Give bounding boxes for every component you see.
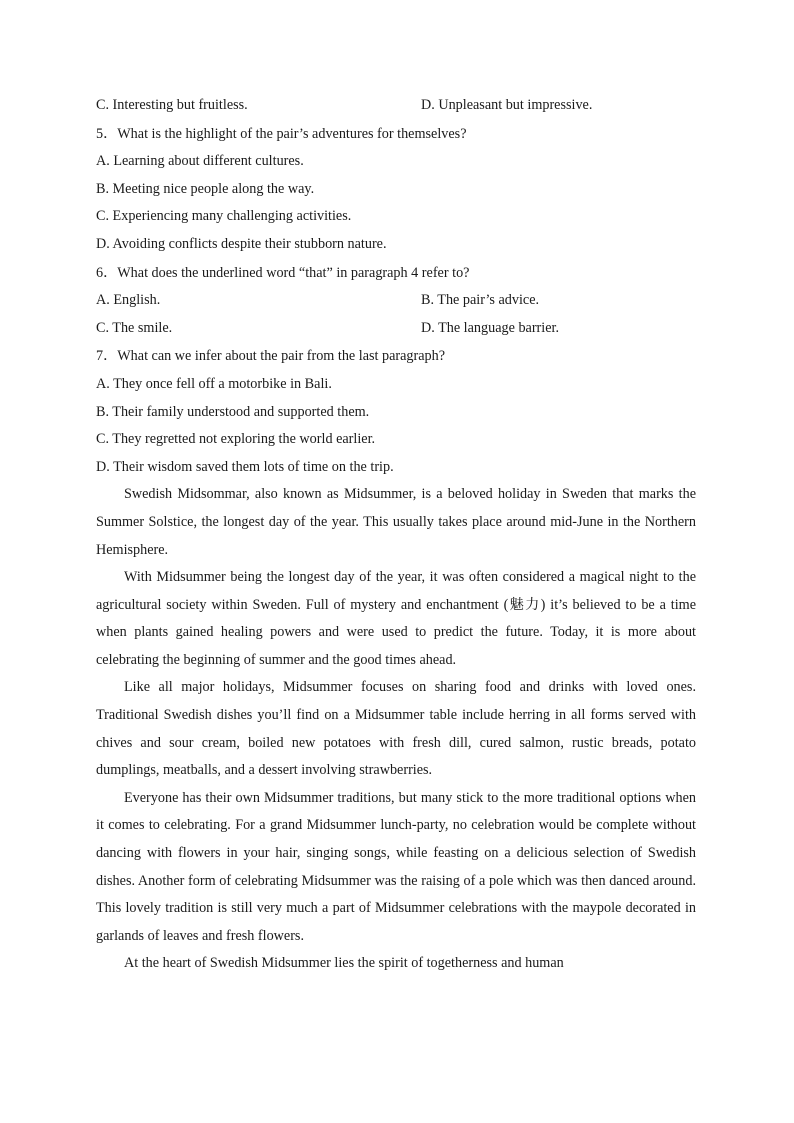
q7-stem: 7．What can we infer about the pair from the last paragraph? <box>96 348 446 365</box>
question-6 <box>96 260 696 343</box>
q6-option-a: A. English. <box>96 292 161 309</box>
q7-option-b: B. Their family understood and supported them. <box>96 403 370 420</box>
q6-option-d: D. The language barrier. <box>421 319 560 336</box>
q5-option-a: A. Learning about different cultures. <box>96 153 304 170</box>
document-page <box>96 92 696 978</box>
passage-paragraph-1: Swedish Midsommar, also known as Midsummer, is a beloved holiday in Sweden that marks the Summer Solstice, the longest day of the year. This usually takes place around mid-June in the Northern Hemisphere. <box>96 486 696 558</box>
passage-paragraph-2: With Midsummer being the longest day of the year, it was often considered a magical night to the agricultural society within Sweden. Full of mystery and enchantment (魅力) it’s believed to be a time when plants gained healing powers and were used to predict the future. Today, it is more about celebrating the beginning of summer and the good times ahead. <box>96 569 696 668</box>
question-7 <box>96 343 696 481</box>
passage-paragraph-3: Like all major holidays, Midsummer focuses on sharing food and drinks with loved ones. Traditional Swedish dishes you’ll find on a Midsummer table include herring in all forms served with chives and sour cream, boiled new potatoes with fresh dill, cured salmon, rustic breads, potato dumplings, meatballs, and a dessert involving strawberries. <box>96 679 696 779</box>
passage-paragraph-5: At the heart of Swedish Midsummer lies the spirit of togetherness and human <box>124 955 564 972</box>
q7-option-a: A. They once fell off a motorbike in Bali. <box>96 375 332 392</box>
question-5 <box>96 121 696 259</box>
q7-option-c: C. They regretted not exploring the world earlier. <box>96 431 376 448</box>
q6-options-row-1 <box>96 287 696 315</box>
q4-option-c: C. Interesting but fruitless. <box>96 97 248 113</box>
q5-option-c: C. Experiencing many challenging activities. <box>96 208 352 225</box>
q6-option-c: C. The smile. <box>96 319 173 336</box>
reading-passage <box>96 481 696 978</box>
q5-option-d: D. Avoiding conflicts despite their stubborn nature. <box>96 235 387 252</box>
q5-option-b: B. Meeting nice people along the way. <box>96 180 315 197</box>
q5-stem: 5．What is the highlight of the pair’s adventures for themselves? <box>96 125 467 142</box>
q6-options-row-2 <box>96 315 696 343</box>
passage-paragraph-4: Everyone has their own Midsummer traditions, but many stick to the more traditional options when it comes to celebrating. For a grand Midsummer lunch-party, no celebration would be complete without dancing with flowers in your hair, singing songs, while feasting on a delicious selection of Swedish dishes. Another form of celebrating Midsummer was the raising of a pole which was then danced around. This lovely tradition is still very much a part of Midsummer celebrations with the maypole decorated in garlands of leaves and fresh flowers. <box>96 789 696 944</box>
q6-option-b: B. The pair’s advice. <box>421 292 540 309</box>
q4-options-row <box>96 92 696 120</box>
q4-option-d: D. Unpleasant but impressive. <box>421 97 593 113</box>
q6-stem: 6．What does the underlined word “that” in paragraph 4 refer to? <box>96 264 470 281</box>
q7-option-d: D. Their wisdom saved them lots of time on the trip. <box>96 458 394 475</box>
